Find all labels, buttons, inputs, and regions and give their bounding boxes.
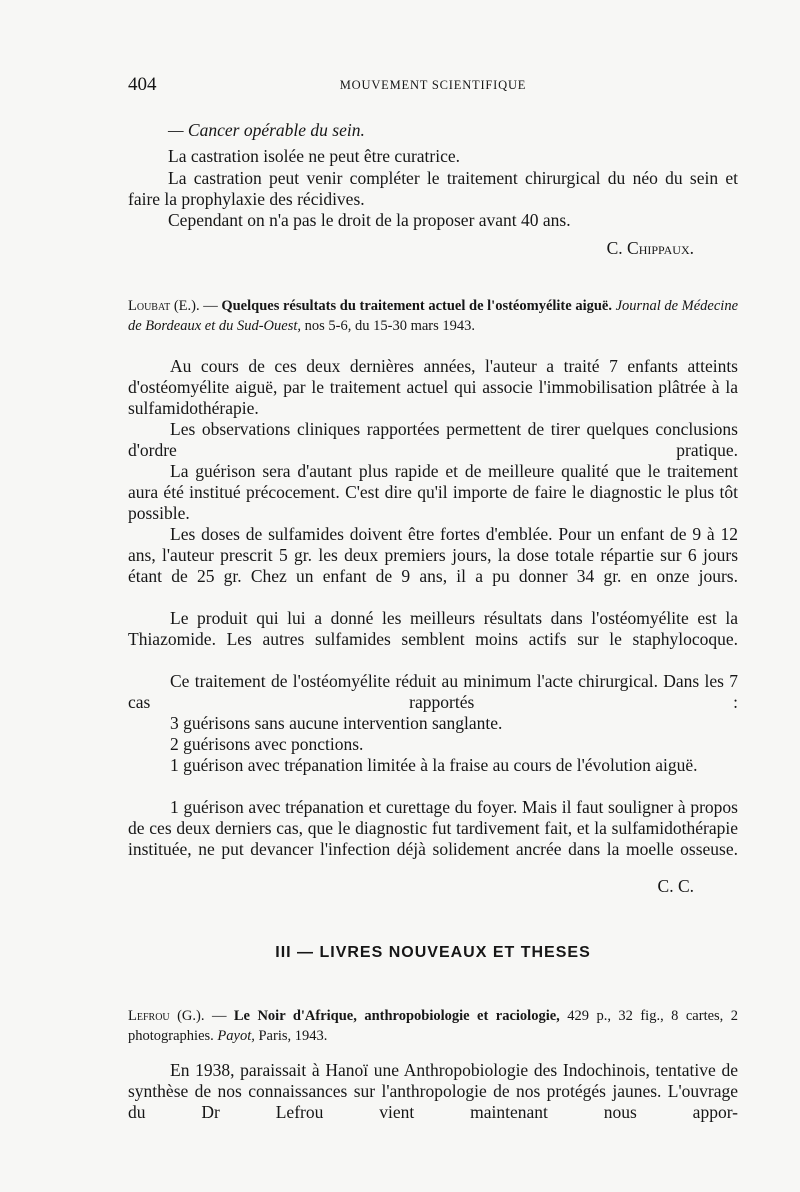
cancer-line-2: La castration peut venir compléter le traitement chirurgical du néo du sein et faire la prophylaxie des récidives.	[128, 168, 738, 209]
section-heading-livres: III — LIVRES NOUVEAUX ET THESES	[275, 944, 591, 961]
author-lefrou: Lefrou (G.).	[128, 1008, 205, 1024]
loubat-paragraph-3: La guérison sera d'autant plus rapide et de meilleure qualité que le traitement aura été institué précocement. C'est dire qu'il importe de faire le diagnostic le plus tôt possible.	[128, 461, 738, 523]
signature-cc: C. C.	[657, 876, 694, 896]
cancer-line-1: La castration isolée ne peut être curatrice.	[168, 146, 460, 166]
author-loubat: Loubat (E.).	[128, 298, 200, 314]
loubat-paragraph-6: Ce traitement de l'ostéomyélite réduit au minimum l'acte chirurgical. Dans les 7 cas rapportés :	[128, 671, 738, 712]
reference-dash: —	[203, 298, 218, 314]
list-item: 1 guérison avec trépanation et curettage du foyer. Mais il faut souligner à propos de ces deux derniers cas, que le diagnostic fut tardivement fait, et la sulfamidothérapie instituée, ne put devancer l'infection déjà solidement ancrée dans la moelle osseuse.	[128, 797, 738, 859]
list-item: 2 guérisons avec ponctions.	[170, 734, 364, 754]
loubat-paragraph-5: Le produit qui lui a donné les meilleurs résultats dans l'ostéomyélite est la Thiazomide. Les autres sulfamides semblent moins actifs sur le staphylocoque.	[128, 608, 738, 649]
reference-loubat	[128, 296, 738, 336]
cancer-heading: — Cancer opérable du sein.	[168, 120, 365, 140]
loubat-paragraph-4: Les doses de sulfamides doivent être fortes d'emblée. Pour un enfant de 9 à 12 ans, l'auteur prescrit 5 gr. les deux premiers jours, la dose totale répartie sur 6 jours étant de 25 gr. Chez un enfant de 9 ans, il a pu donner 34 gr. en onze jours.	[128, 524, 738, 586]
book-title-lefrou: Le Noir d'Afrique, anthropobiologie et raciologie,	[233, 1008, 560, 1024]
reference-dash: —	[211, 1008, 227, 1024]
article-title-loubat: Quelques résultats du traitement actuel de l'ostéomyélite aiguë.	[221, 298, 612, 314]
reference-lefrou	[128, 1006, 738, 1046]
list-item: 3 guérisons sans aucune intervention sanglante.	[170, 713, 503, 733]
journal-issue: nos 5-6, du 15-30 mars 1943.	[304, 318, 476, 334]
signature-chippaux: C. Chippaux.	[606, 238, 694, 258]
book-details: 429 p., 32 fig., 8 cartes, 2 photographies.	[128, 1008, 739, 1044]
page-number: 404	[128, 74, 157, 95]
loubat-paragraph-1: Au cours de ces deux dernières années, l'auteur a traité 7 enfants atteints d'ostéomyélite aiguë, par le traitement actuel qui associe l'immobilisation plâtrée à la sulfamidothérapie.	[128, 356, 738, 418]
running-title: MOUVEMENT SCIENTIFIQUE	[339, 78, 527, 92]
journal-name: Journal de Médecine de Bordeaux et du Sud-Ouest,	[128, 298, 739, 334]
lefrou-paragraph-1: En 1938, paraissait à Hanoï une Anthropobiologie des Indochinois, tentative de synthèse de nos connaissances sur l'anthropologie de nos protégés jaunes. L'ouvrage du Dr Lefrou vient maintenant nous appor-	[128, 1060, 738, 1122]
cancer-line-3: Cependant on n'a pas le droit de la proposer avant 40 ans.	[168, 210, 571, 230]
page-header	[128, 74, 738, 98]
loubat-paragraph-2: Les observations cliniques rapportées permettent de tirer quelques conclusions d'ordre pratique.	[128, 419, 738, 460]
publisher: Payot,	[217, 1028, 255, 1044]
list-item: 1 guérison avec trépanation limitée à la fraise au cours de l'évolution aiguë.	[170, 755, 698, 775]
place-year: Paris, 1943.	[258, 1028, 328, 1044]
